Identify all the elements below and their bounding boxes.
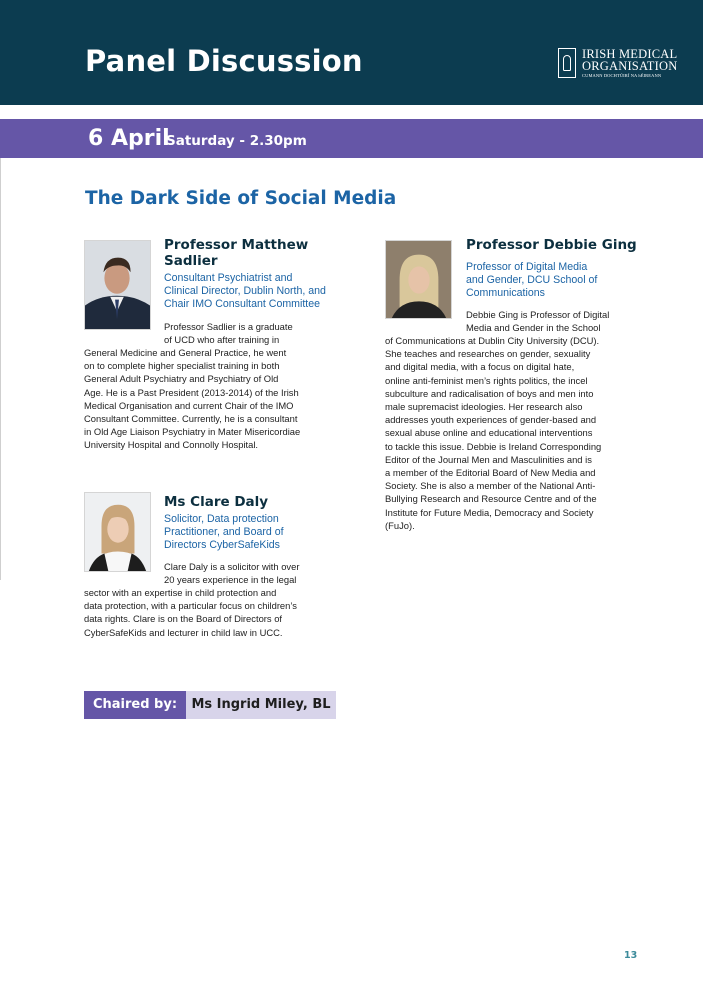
speaker-bio: General Medicine and General Practice, he went on to complete higher specialist training in both General Adult Psychiatry and Psychiatry of Old Age. He is a Past President (2013-2014) of the Irish Medical Organisation and current Chair of the IMO Consultant Committee. Currently, he is a consultant in Old Age Liaison Psychiatry in Mater Misericordiae University Hospital and Connolly Hospital. bbox=[84, 347, 301, 451]
logo-subline: CUMANN DOCHTÚIRÍ NA hÉIREANN bbox=[582, 73, 662, 78]
imo-logo bbox=[558, 48, 677, 79]
speaker-bio: sector with an expertise in child protection and data protection, with a particular focus on children’s data rights. Clare is on the Board of Directors of CyberSafeKids and lecturer in child law in UCC. bbox=[84, 587, 297, 638]
speaker-bio-intro: Professor Sadlier is a graduate of UCD who after training in bbox=[164, 321, 293, 346]
speaker-bio-intro: Debbie Ging is Professor of Digital Media and Gender in the School bbox=[466, 309, 610, 334]
session-title: The Dark Side of Social Media bbox=[85, 188, 397, 209]
event-time: Saturday - 2.30pm bbox=[166, 133, 307, 149]
logo-line-1: IRISH MEDICAL bbox=[582, 47, 678, 61]
page-title: Panel Discussion bbox=[85, 44, 363, 78]
page-header bbox=[0, 0, 703, 105]
speaker-role: Consultant Psychiatrist and Clinical Director, Dublin North, and Chair IMO Consultant Committee bbox=[164, 272, 326, 310]
speaker-name: Professor Debbie Ging bbox=[466, 237, 637, 253]
speaker-photo-daly bbox=[84, 492, 151, 572]
imo-crest-icon bbox=[558, 48, 576, 78]
logo-line-2: ORGANISATION bbox=[582, 59, 678, 73]
left-divider bbox=[0, 158, 1, 580]
speaker-name: Professor Matthew Sadlier bbox=[164, 237, 309, 269]
speaker-photo-ging bbox=[385, 240, 452, 319]
speaker-photo-sadlier bbox=[84, 240, 151, 330]
chair-name: Ms Ingrid Miley, BL bbox=[186, 691, 336, 719]
speaker-bio-intro: Clare Daly is a solicitor with over 20 years experience in the legal bbox=[164, 561, 300, 586]
speaker-bio: of Communications at Dublin City University (DCU). She teaches and researches on gender, sexuality and digital media, with a focus on digital hate, online anti-feminist men’s rights politics, the incel subculture and radicalisation of boys and men into male supremacist ideologies. Her research also addresses youth experiences of gender-based and sexual abuse online and educational interventions to tackle this issue. Debbie is Ireland Corresponding Editor of the Journal Men and Masculinities and is a member of the Editorial Board of New Media and Society. She is also a member of the National Anti- Bullying Research and Resource Centre and of the Institute for Future Media, Democracy and Society (FuJo). bbox=[385, 335, 602, 531]
page-number: 13 bbox=[624, 950, 638, 961]
chaired-by-label: Chaired by: bbox=[84, 691, 186, 719]
speaker-name: Ms Clare Daly bbox=[164, 494, 269, 510]
date-bar bbox=[0, 119, 703, 158]
speaker-role: Solicitor, Data protection Practitioner, and Board of Directors CyberSafeKids bbox=[164, 513, 284, 551]
speaker-role: Professor of Digital Media and Gender, DCU School of Communications bbox=[466, 261, 598, 299]
event-day: 6 April bbox=[88, 126, 170, 151]
